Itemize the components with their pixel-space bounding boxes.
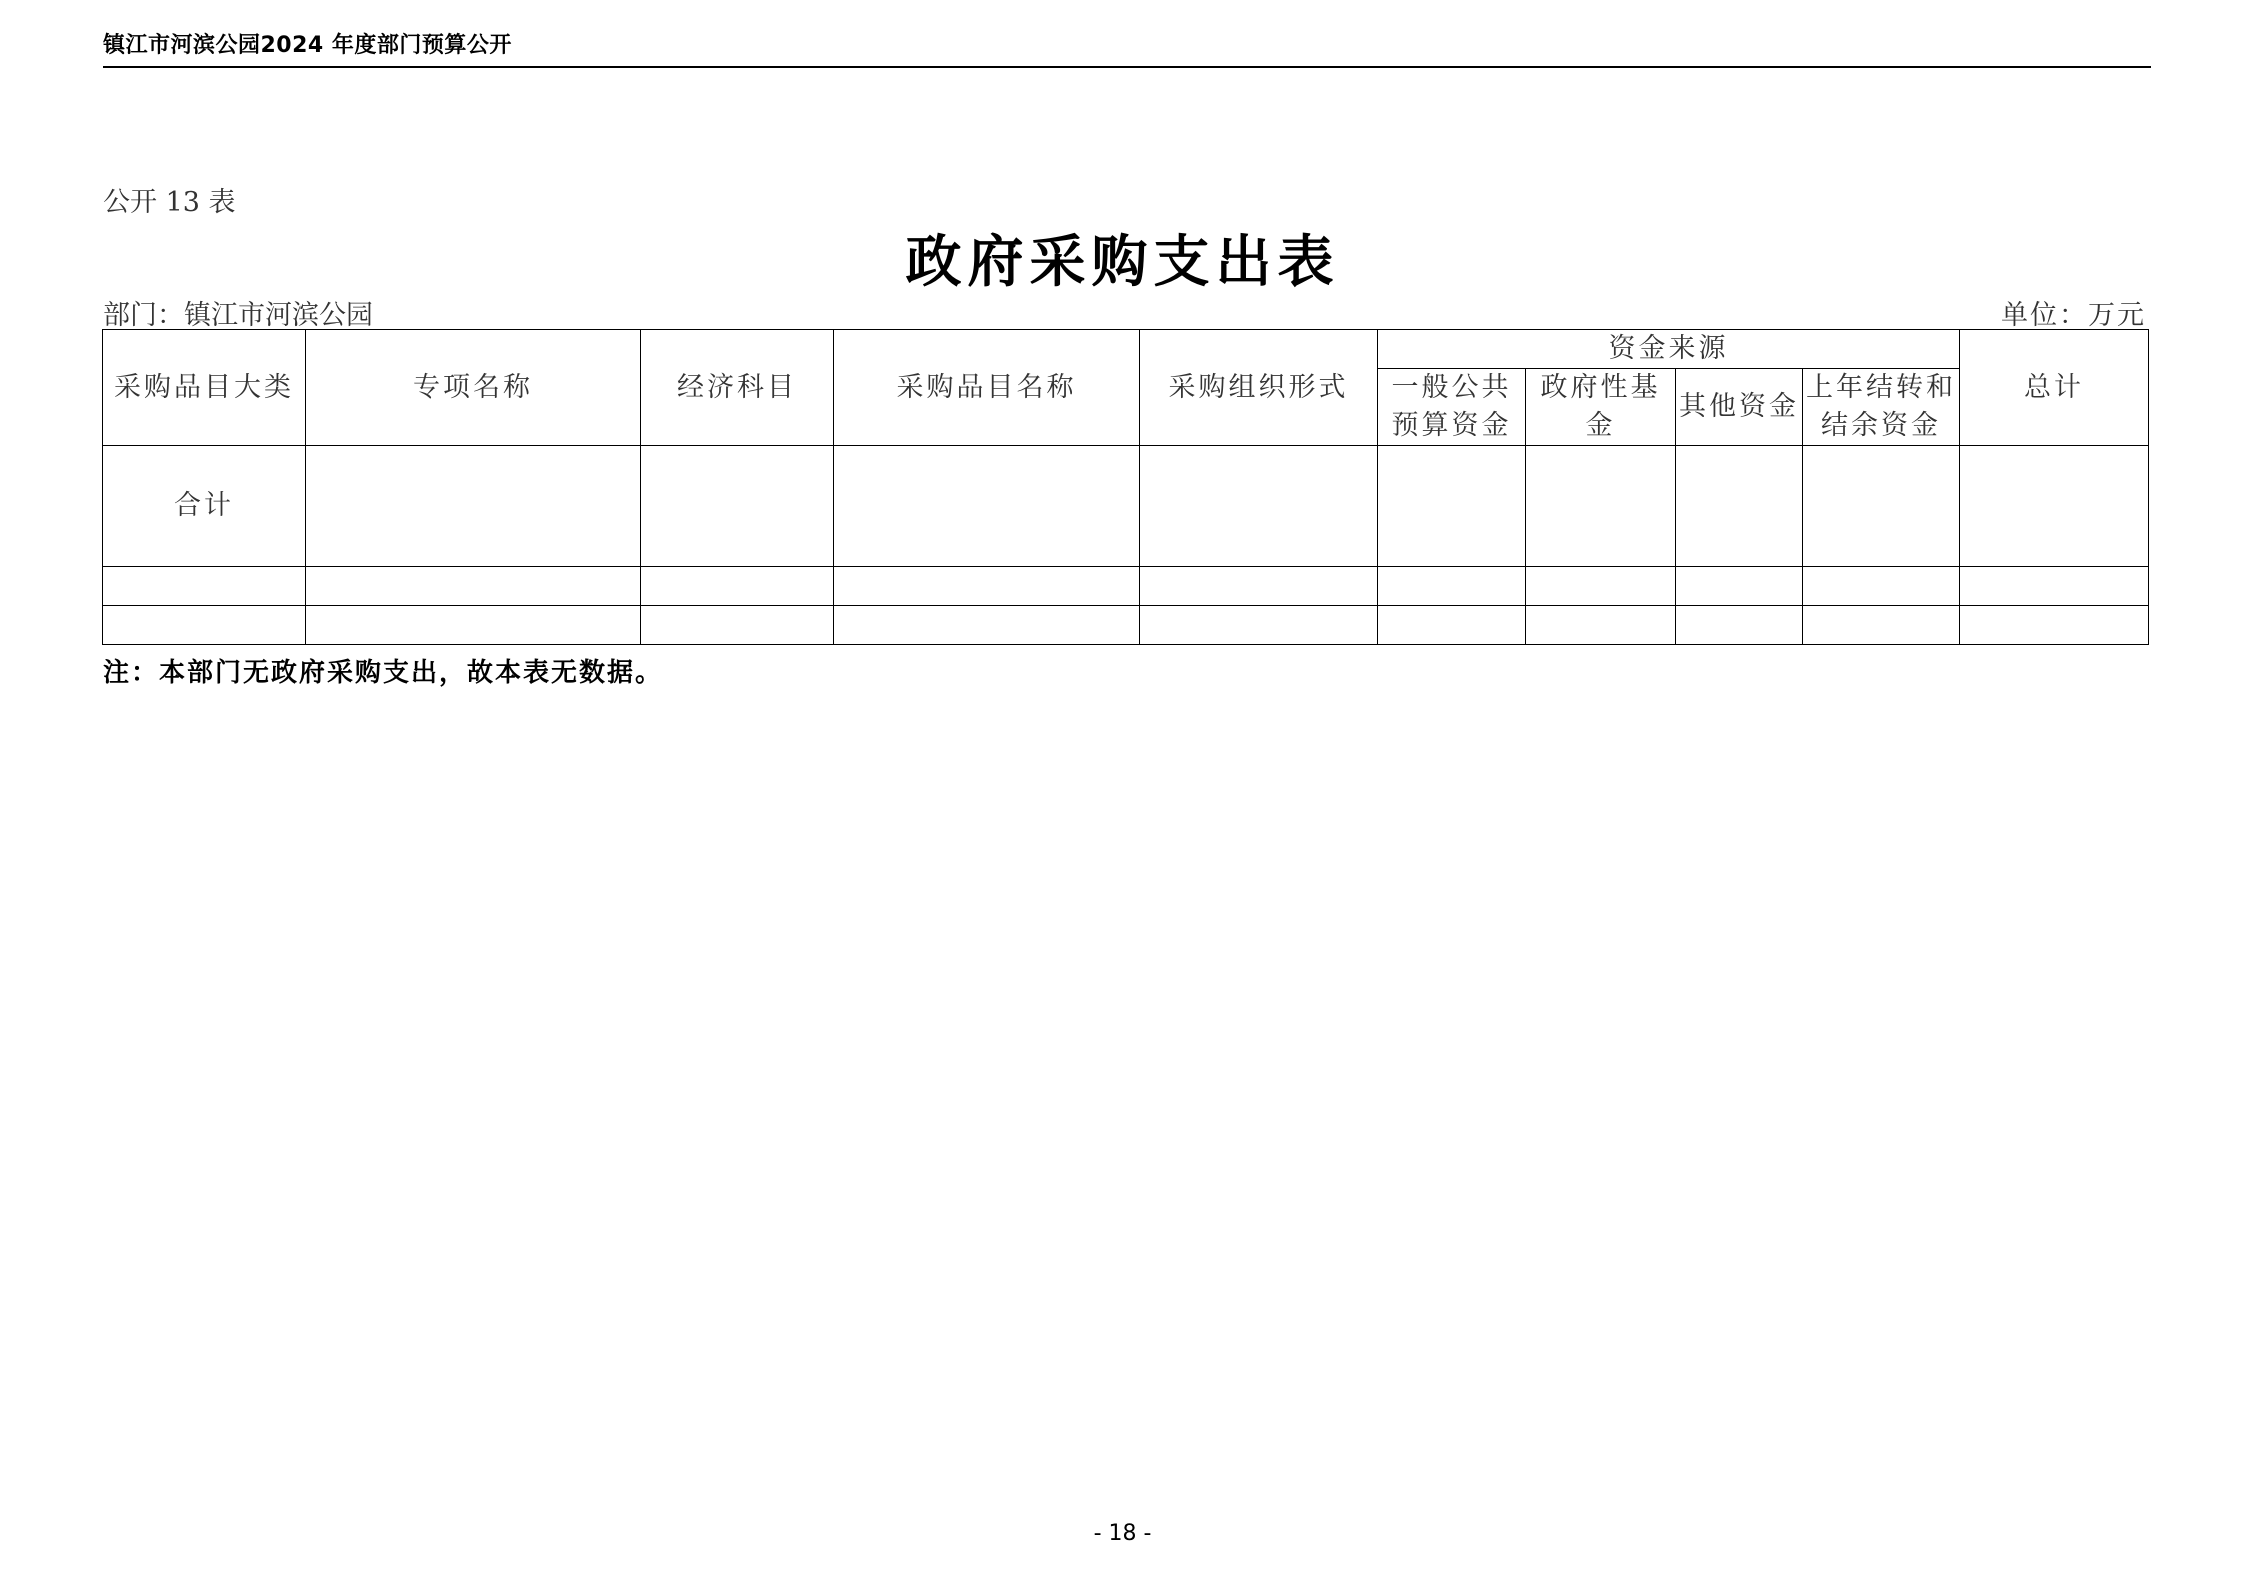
table-cell: [103, 567, 306, 606]
header-carryover: 上年结转和结余资金: [1803, 369, 1960, 446]
table-cell: [1526, 606, 1676, 645]
table-cell: [1140, 606, 1378, 645]
table-cell: [1140, 446, 1378, 567]
header-economic-subject: 经济科目: [641, 330, 834, 446]
table-cell: [1526, 446, 1676, 567]
table-cell: [306, 606, 641, 645]
header-organization-form: 采购组织形式: [1140, 330, 1378, 446]
table-cell: [641, 567, 834, 606]
table-cell: [1526, 567, 1676, 606]
unit-label: 单位：万元: [2001, 300, 2146, 331]
page-title: 政府采购支出表: [905, 230, 1340, 295]
table-cell: [1378, 446, 1526, 567]
procurement-expenditure-table: [102, 329, 2149, 645]
table-cell: [1803, 446, 1960, 567]
table-cell: [306, 446, 641, 567]
header-funding-source: 资金来源: [1378, 330, 1960, 369]
table-cell: [1676, 606, 1803, 645]
table-cell: [1803, 606, 1960, 645]
table-cell: [641, 606, 834, 645]
summary-label: 合计: [103, 446, 306, 567]
table-cell: [641, 446, 834, 567]
table-cell: [1960, 567, 2149, 606]
header-project-name: 专项名称: [306, 330, 641, 446]
footnote: 注：本部门无政府采购支出，故本表无数据。: [103, 658, 664, 688]
header-category: 采购品目大类: [103, 330, 306, 446]
header-gov-fund: 政府性基金: [1526, 369, 1676, 446]
table-cell: [1676, 567, 1803, 606]
header-total: 总计: [1960, 330, 2149, 446]
summary-row: [103, 446, 2149, 567]
department-label: 部门：镇江市河滨公园: [103, 300, 373, 331]
table-cell: [1140, 567, 1378, 606]
header-general-budget: 一般公共预算资金: [1378, 369, 1526, 446]
table-cell: [834, 567, 1140, 606]
header-row-1: [103, 330, 2149, 369]
header-rule: [103, 66, 2151, 68]
running-header: 镇江市河滨公园2024 年度部门预算公开: [103, 33, 512, 58]
table-cell: [1803, 567, 1960, 606]
table-cell: [1960, 606, 2149, 645]
procurement-table-wrapper: [102, 329, 2149, 645]
table-cell: [834, 606, 1140, 645]
table-cell: [1378, 567, 1526, 606]
table-cell: [306, 567, 641, 606]
header-item-name: 采购品目名称: [834, 330, 1140, 446]
table-cell: [103, 606, 306, 645]
table-number: 公开 13 表: [103, 187, 236, 218]
table-cell: [1960, 446, 2149, 567]
page-number: - 18 -: [1093, 1521, 1152, 1546]
header-other-funds: 其他资金: [1676, 369, 1803, 446]
table-row: [103, 606, 2149, 645]
table-cell: [834, 446, 1140, 567]
table-row: [103, 567, 2149, 606]
table-cell: [1676, 446, 1803, 567]
table-cell: [1378, 606, 1526, 645]
